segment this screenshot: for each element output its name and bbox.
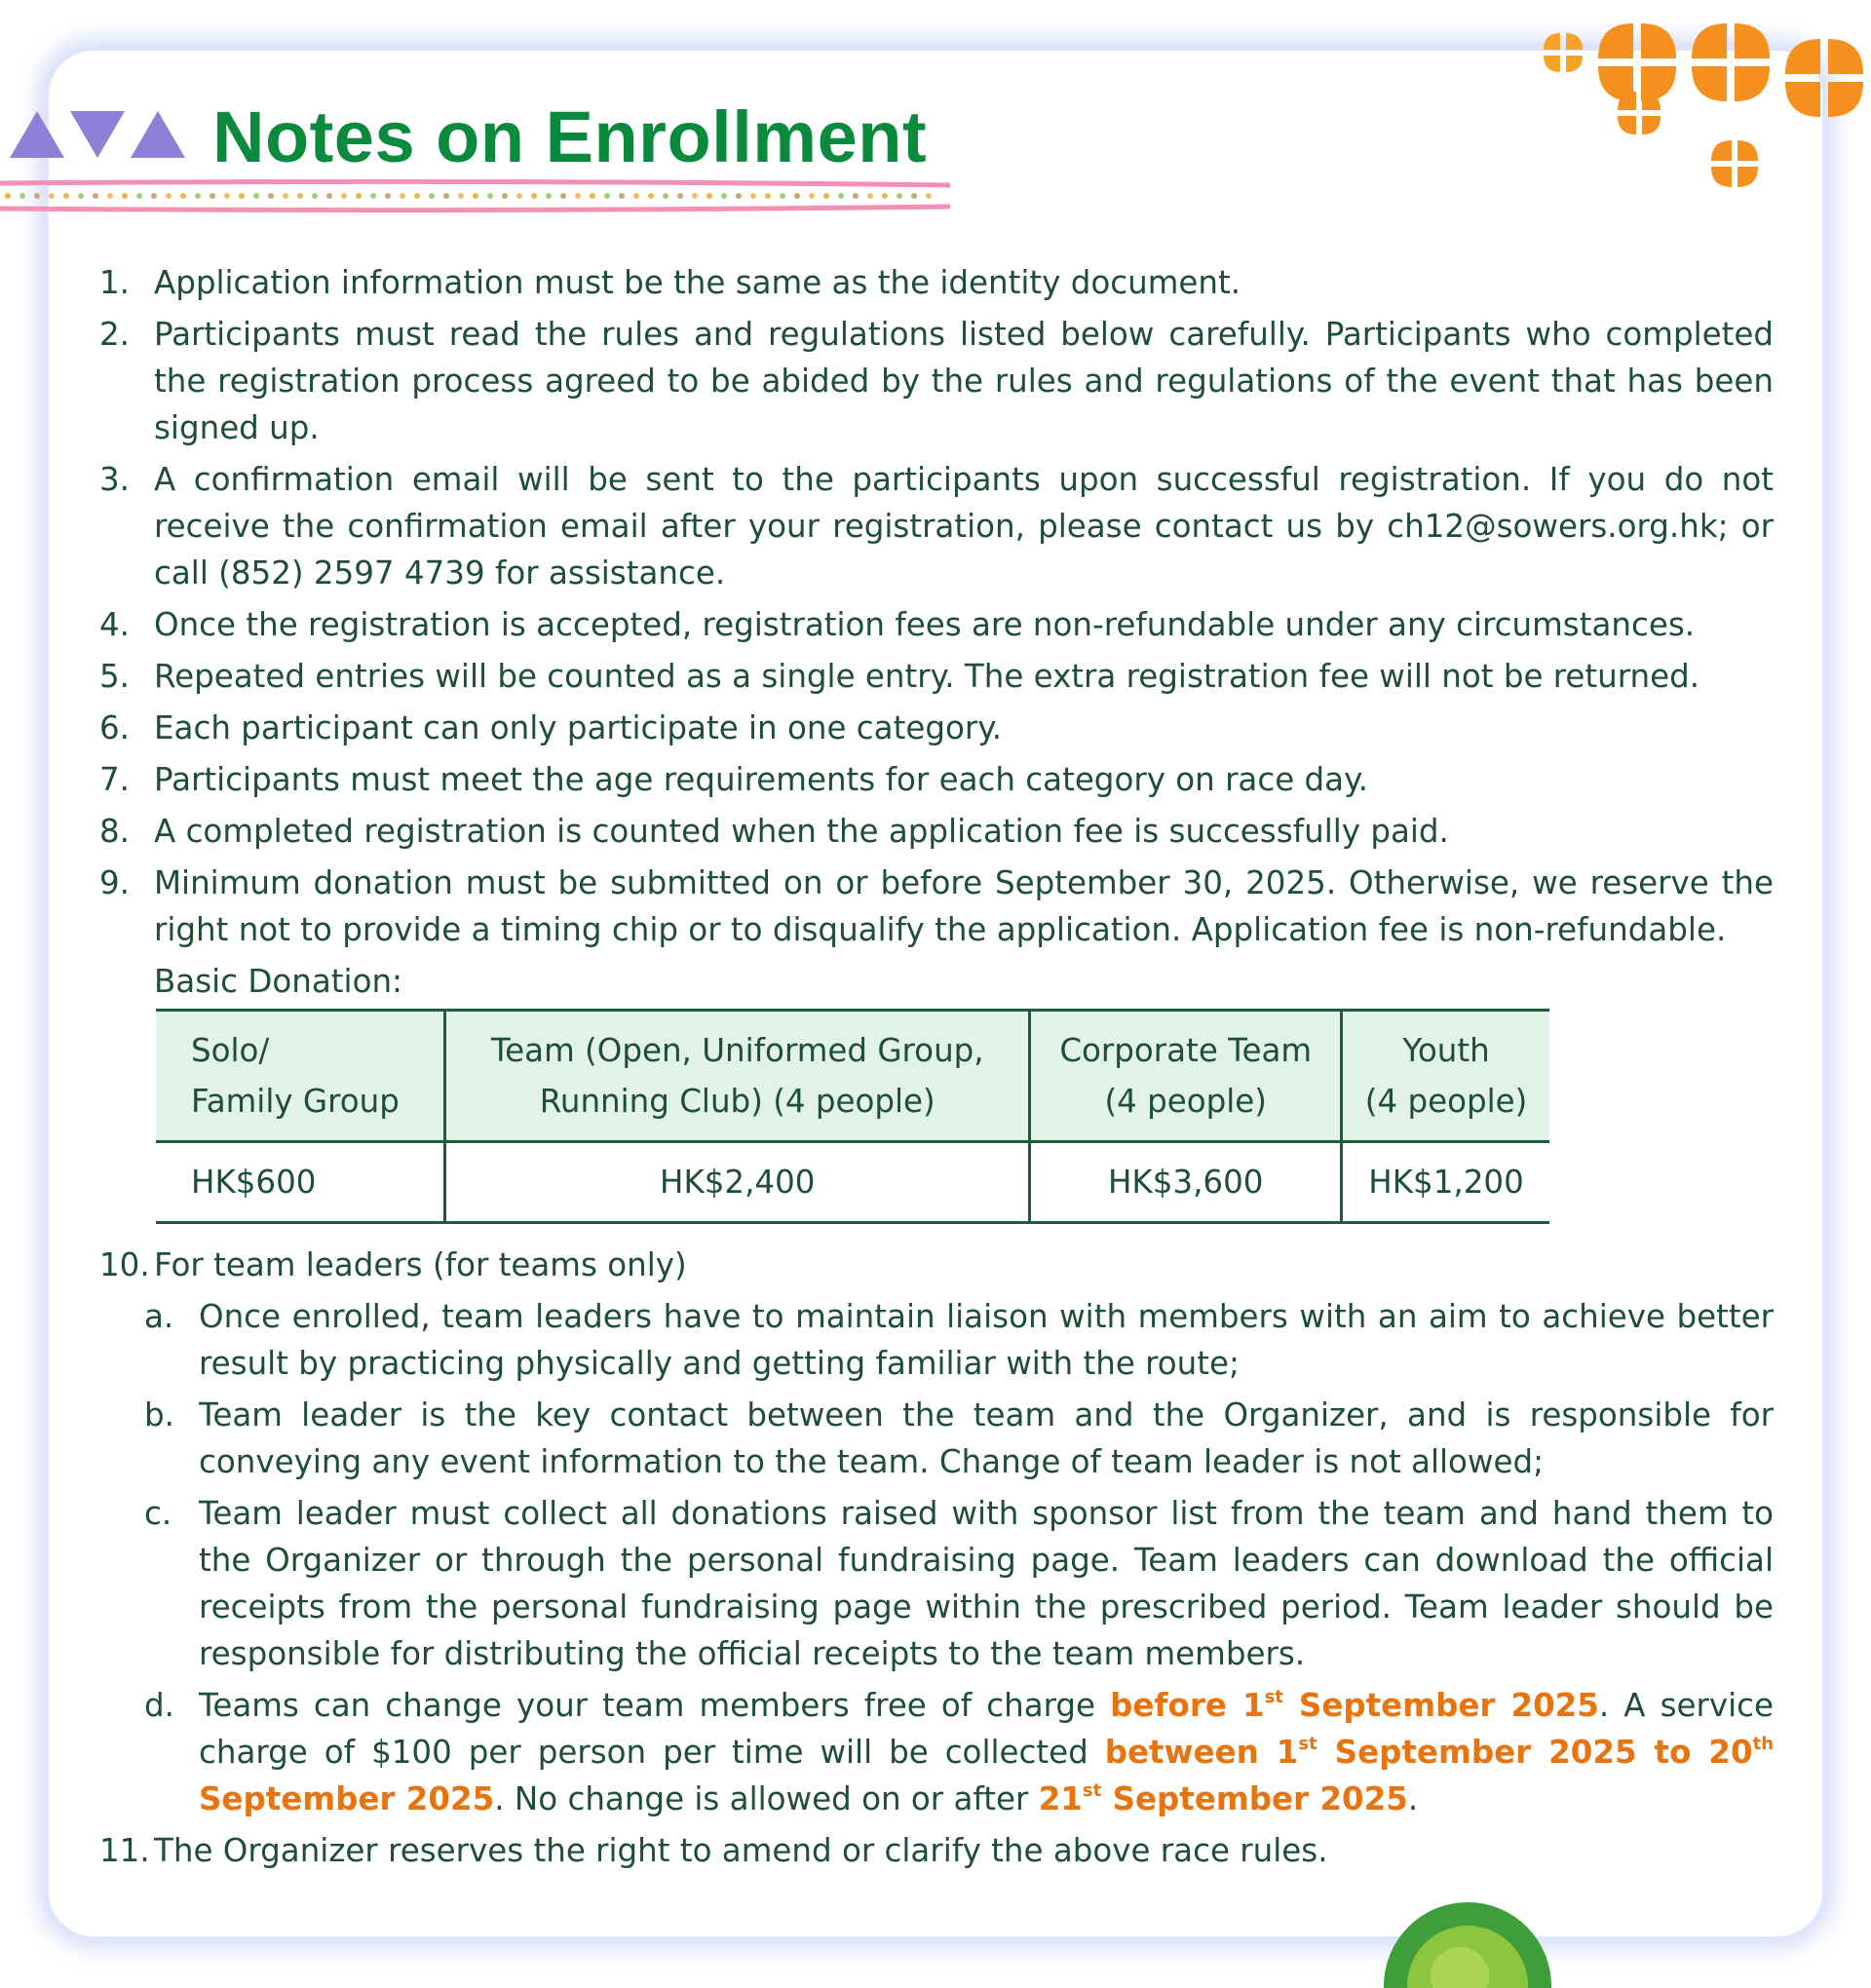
text-segment: September 2025 bbox=[199, 1780, 495, 1817]
note-item bbox=[97, 860, 1774, 953]
note-number: 6. bbox=[99, 709, 131, 746]
underline-dot bbox=[312, 193, 318, 199]
underline-dot bbox=[706, 193, 712, 199]
underline-dot bbox=[590, 193, 595, 199]
purple-triangles-icon bbox=[6, 103, 191, 162]
text-segment: September 2025 bbox=[1282, 1687, 1599, 1724]
note-text: Repeated entries will be counted as a single entry. The extra registration fee will not be returned. bbox=[154, 658, 1700, 695]
underline-dot bbox=[911, 193, 917, 199]
note-number: 7. bbox=[99, 761, 131, 798]
underline-dot bbox=[414, 193, 420, 199]
note-item bbox=[97, 808, 1774, 855]
note-item bbox=[97, 259, 1774, 306]
underline-dot bbox=[429, 193, 435, 199]
sub-letter: a. bbox=[144, 1298, 174, 1335]
underline-dot bbox=[122, 193, 128, 199]
header-line: Youth bbox=[1402, 1032, 1490, 1069]
note-item bbox=[97, 1827, 1774, 1874]
donation-corporate-value: HK$3,600 bbox=[1030, 1142, 1342, 1223]
header-line: Family Group bbox=[191, 1083, 400, 1120]
note-number: 2. bbox=[99, 316, 131, 353]
note-text: Participants must read the rules and regulations listed below carefully. Participants who completed the registration process agreed to be abided by the rules and regulations of the event that has been signed up. bbox=[154, 316, 1774, 446]
underline-dot bbox=[765, 193, 771, 199]
ordinal-suffix: st bbox=[1264, 1687, 1283, 1708]
underline-dot bbox=[677, 193, 683, 199]
underline-dot bbox=[93, 193, 98, 199]
header-line: Team (Open, Uniformed Group, bbox=[490, 1032, 984, 1069]
underline-dot bbox=[604, 193, 610, 199]
underline-dot bbox=[619, 193, 625, 199]
underline-dot bbox=[823, 193, 829, 199]
note-number: 4. bbox=[99, 606, 131, 643]
note-text: Minimum donation must be submitted on or before September 30, 2025. Otherwise, we reserve the right not to provide a timing chip or to disqualify the application. Application fee is non-refundable. bbox=[154, 864, 1774, 948]
note-number: 1. bbox=[99, 264, 131, 301]
sub-letter: d. bbox=[144, 1687, 174, 1724]
column-header-team bbox=[445, 1011, 1030, 1142]
note-number: 9. bbox=[99, 864, 131, 901]
underline-dot bbox=[473, 193, 478, 199]
underline-dot bbox=[180, 193, 186, 199]
ordinal-suffix: th bbox=[1752, 1734, 1775, 1755]
underline-dot bbox=[794, 193, 800, 199]
header-line: (4 people) bbox=[1104, 1083, 1267, 1120]
column-header-youth bbox=[1342, 1011, 1549, 1142]
underline-dot bbox=[853, 193, 859, 199]
note-item bbox=[97, 456, 1774, 596]
underline-dot bbox=[356, 193, 362, 199]
ordinal-suffix: st bbox=[1082, 1780, 1102, 1802]
note-text: Each participant can only participate in one category. bbox=[154, 709, 1003, 746]
underline-dot bbox=[19, 193, 25, 199]
sub-item bbox=[97, 1293, 1774, 1387]
note-text: Application information must be the same as the identity document. bbox=[154, 264, 1241, 301]
underline-dot bbox=[692, 193, 698, 199]
note-number: 5. bbox=[99, 658, 131, 695]
underline-dot bbox=[326, 193, 332, 199]
header-line: Corporate Team bbox=[1059, 1032, 1313, 1069]
donation-table-header-row bbox=[156, 1011, 1549, 1142]
note-number: 10. bbox=[99, 1246, 150, 1283]
underline-dot bbox=[136, 193, 142, 199]
text-segment: . A service charge of $100 per person per time will be collected bbox=[199, 1687, 1774, 1771]
underline-dot bbox=[487, 193, 493, 199]
note-text: The Organizer reserves the right to amend or clarify the above race rules. bbox=[154, 1832, 1328, 1869]
underline-dot bbox=[283, 193, 288, 199]
page-title: Notes on Enrollment bbox=[212, 96, 928, 177]
underline-dot bbox=[502, 193, 508, 199]
underline-dot bbox=[151, 193, 157, 199]
sub-item bbox=[97, 1392, 1774, 1485]
underline-dot bbox=[458, 193, 464, 199]
underline-dot bbox=[239, 193, 245, 199]
column-header-corporate bbox=[1030, 1011, 1342, 1142]
sub-letter: c. bbox=[144, 1495, 172, 1532]
underline-dot bbox=[34, 193, 40, 199]
underline-dot bbox=[809, 193, 815, 199]
donation-table bbox=[156, 1009, 1549, 1224]
underline-dot bbox=[516, 193, 522, 199]
sub-text: Team leader is the key contact between the team and the Organizer, and is responsible for conveying any event information to the team. Change of team leader is not allowed; bbox=[199, 1396, 1774, 1480]
donation-table-row bbox=[156, 1142, 1549, 1223]
text-segment: September 2025 to 20 bbox=[1317, 1734, 1753, 1771]
text-segment: Teams can change your team members free of charge bbox=[199, 1687, 1111, 1724]
underline-dot bbox=[838, 193, 844, 199]
text-segment: September 2025 bbox=[1101, 1780, 1408, 1817]
underline-dot bbox=[224, 193, 230, 199]
underline-dot bbox=[78, 193, 84, 199]
notes-content bbox=[97, 259, 1774, 1879]
underline-dot bbox=[780, 193, 785, 199]
underline-dot bbox=[443, 193, 449, 199]
note-text: Once the registration is accepted, registration fees are non-refundable under any circumstances. bbox=[154, 606, 1696, 643]
note-text: Participants must meet the age requirements for each category on race day. bbox=[154, 761, 1369, 798]
sub-text: Once enrolled, team leaders have to maintain liaison with members with an aim to achieve better result by practicing physically and getting familiar with the route; bbox=[199, 1298, 1774, 1382]
sub-text: Team leader must collect all donations raised with sponsor list from the team and hand them to the Organizer or through the personal fundraising page. Team leaders can download the official receipts from the personal fundraising page within the prescribed period. Team leader should be responsible for distributing the official receipts to the team members. bbox=[199, 1495, 1774, 1672]
text-segment: before 1 bbox=[1110, 1687, 1265, 1724]
green-circle-decoration bbox=[1382, 1900, 1553, 1988]
note-number: 3. bbox=[99, 461, 131, 498]
header-line: Running Club) (4 people) bbox=[539, 1083, 936, 1120]
highlight-date bbox=[1110, 1687, 1599, 1724]
note-number: 11. bbox=[99, 1832, 150, 1869]
text-segment: . bbox=[1407, 1780, 1419, 1817]
text-segment: . No change is allowed on or after bbox=[494, 1780, 1039, 1817]
sub-item bbox=[97, 1682, 1774, 1822]
underline-dot bbox=[341, 193, 347, 199]
ordinal-suffix: st bbox=[1298, 1734, 1317, 1755]
basic-donation-label: Basic Donation: bbox=[154, 963, 403, 1000]
sub-letter: b. bbox=[144, 1396, 174, 1434]
note-text: A completed registration is counted when the application fee is successfully paid. bbox=[154, 813, 1449, 850]
underline-dot bbox=[297, 193, 303, 199]
underline-dot bbox=[648, 193, 654, 199]
underline-dot bbox=[253, 193, 259, 199]
section-header bbox=[0, 94, 955, 220]
note-number: 8. bbox=[99, 813, 131, 850]
note-item bbox=[97, 601, 1774, 648]
underline-dot bbox=[897, 193, 902, 199]
header-line: Solo/ bbox=[191, 1032, 270, 1069]
underline-dot bbox=[268, 193, 274, 199]
underline-dot bbox=[721, 193, 727, 199]
underline-dot bbox=[5, 193, 11, 199]
note-item bbox=[97, 1242, 1774, 1288]
note-text: For team leaders (for teams only) bbox=[154, 1246, 687, 1283]
text-segment: between 1 bbox=[1104, 1734, 1299, 1771]
donation-youth-value: HK$1,200 bbox=[1342, 1142, 1549, 1223]
team-leader-sublist bbox=[97, 1293, 1774, 1822]
underline-dot bbox=[63, 193, 69, 199]
sub-item bbox=[97, 1490, 1774, 1677]
text-segment: 21 bbox=[1038, 1780, 1083, 1817]
header-line: (4 people) bbox=[1364, 1083, 1528, 1120]
donation-team-value: HK$2,400 bbox=[445, 1142, 1030, 1223]
underline-dot bbox=[210, 193, 215, 199]
orange-flower-decoration bbox=[1540, 19, 1871, 205]
underline-dot bbox=[400, 193, 405, 199]
column-header-solo bbox=[156, 1011, 445, 1142]
underline-dot bbox=[560, 193, 566, 199]
underline-dot bbox=[370, 193, 376, 199]
underline-dot bbox=[663, 193, 668, 199]
note-item bbox=[97, 311, 1774, 451]
underline-dot bbox=[867, 193, 873, 199]
underline-dot bbox=[385, 193, 391, 199]
title-underline bbox=[0, 179, 950, 214]
underline-dot bbox=[49, 193, 55, 199]
underline-dot bbox=[750, 193, 756, 199]
underline-dot bbox=[633, 193, 639, 199]
highlight-date bbox=[1039, 1780, 1408, 1817]
underline-dot bbox=[195, 193, 201, 199]
note-item bbox=[97, 653, 1774, 700]
underline-dot bbox=[531, 193, 537, 199]
note-item bbox=[97, 705, 1774, 751]
underline-dot bbox=[107, 193, 113, 199]
underline-dot bbox=[882, 193, 888, 199]
sub-text bbox=[199, 1687, 1774, 1817]
note-text: A confirmation email will be sent to the participants upon successful registration. If you do not receive the confirmation email after your registration, please contact us by ch12@sowers.org.hk; or call (852) 2597 4739 for assistance. bbox=[154, 461, 1774, 592]
note-item bbox=[97, 756, 1774, 803]
donation-solo-value: HK$600 bbox=[191, 1164, 317, 1201]
underline-dot bbox=[575, 193, 581, 199]
underline-dot bbox=[926, 193, 932, 199]
underline-dot bbox=[166, 193, 172, 199]
underline-dot bbox=[546, 193, 552, 199]
underline-dot bbox=[736, 193, 742, 199]
